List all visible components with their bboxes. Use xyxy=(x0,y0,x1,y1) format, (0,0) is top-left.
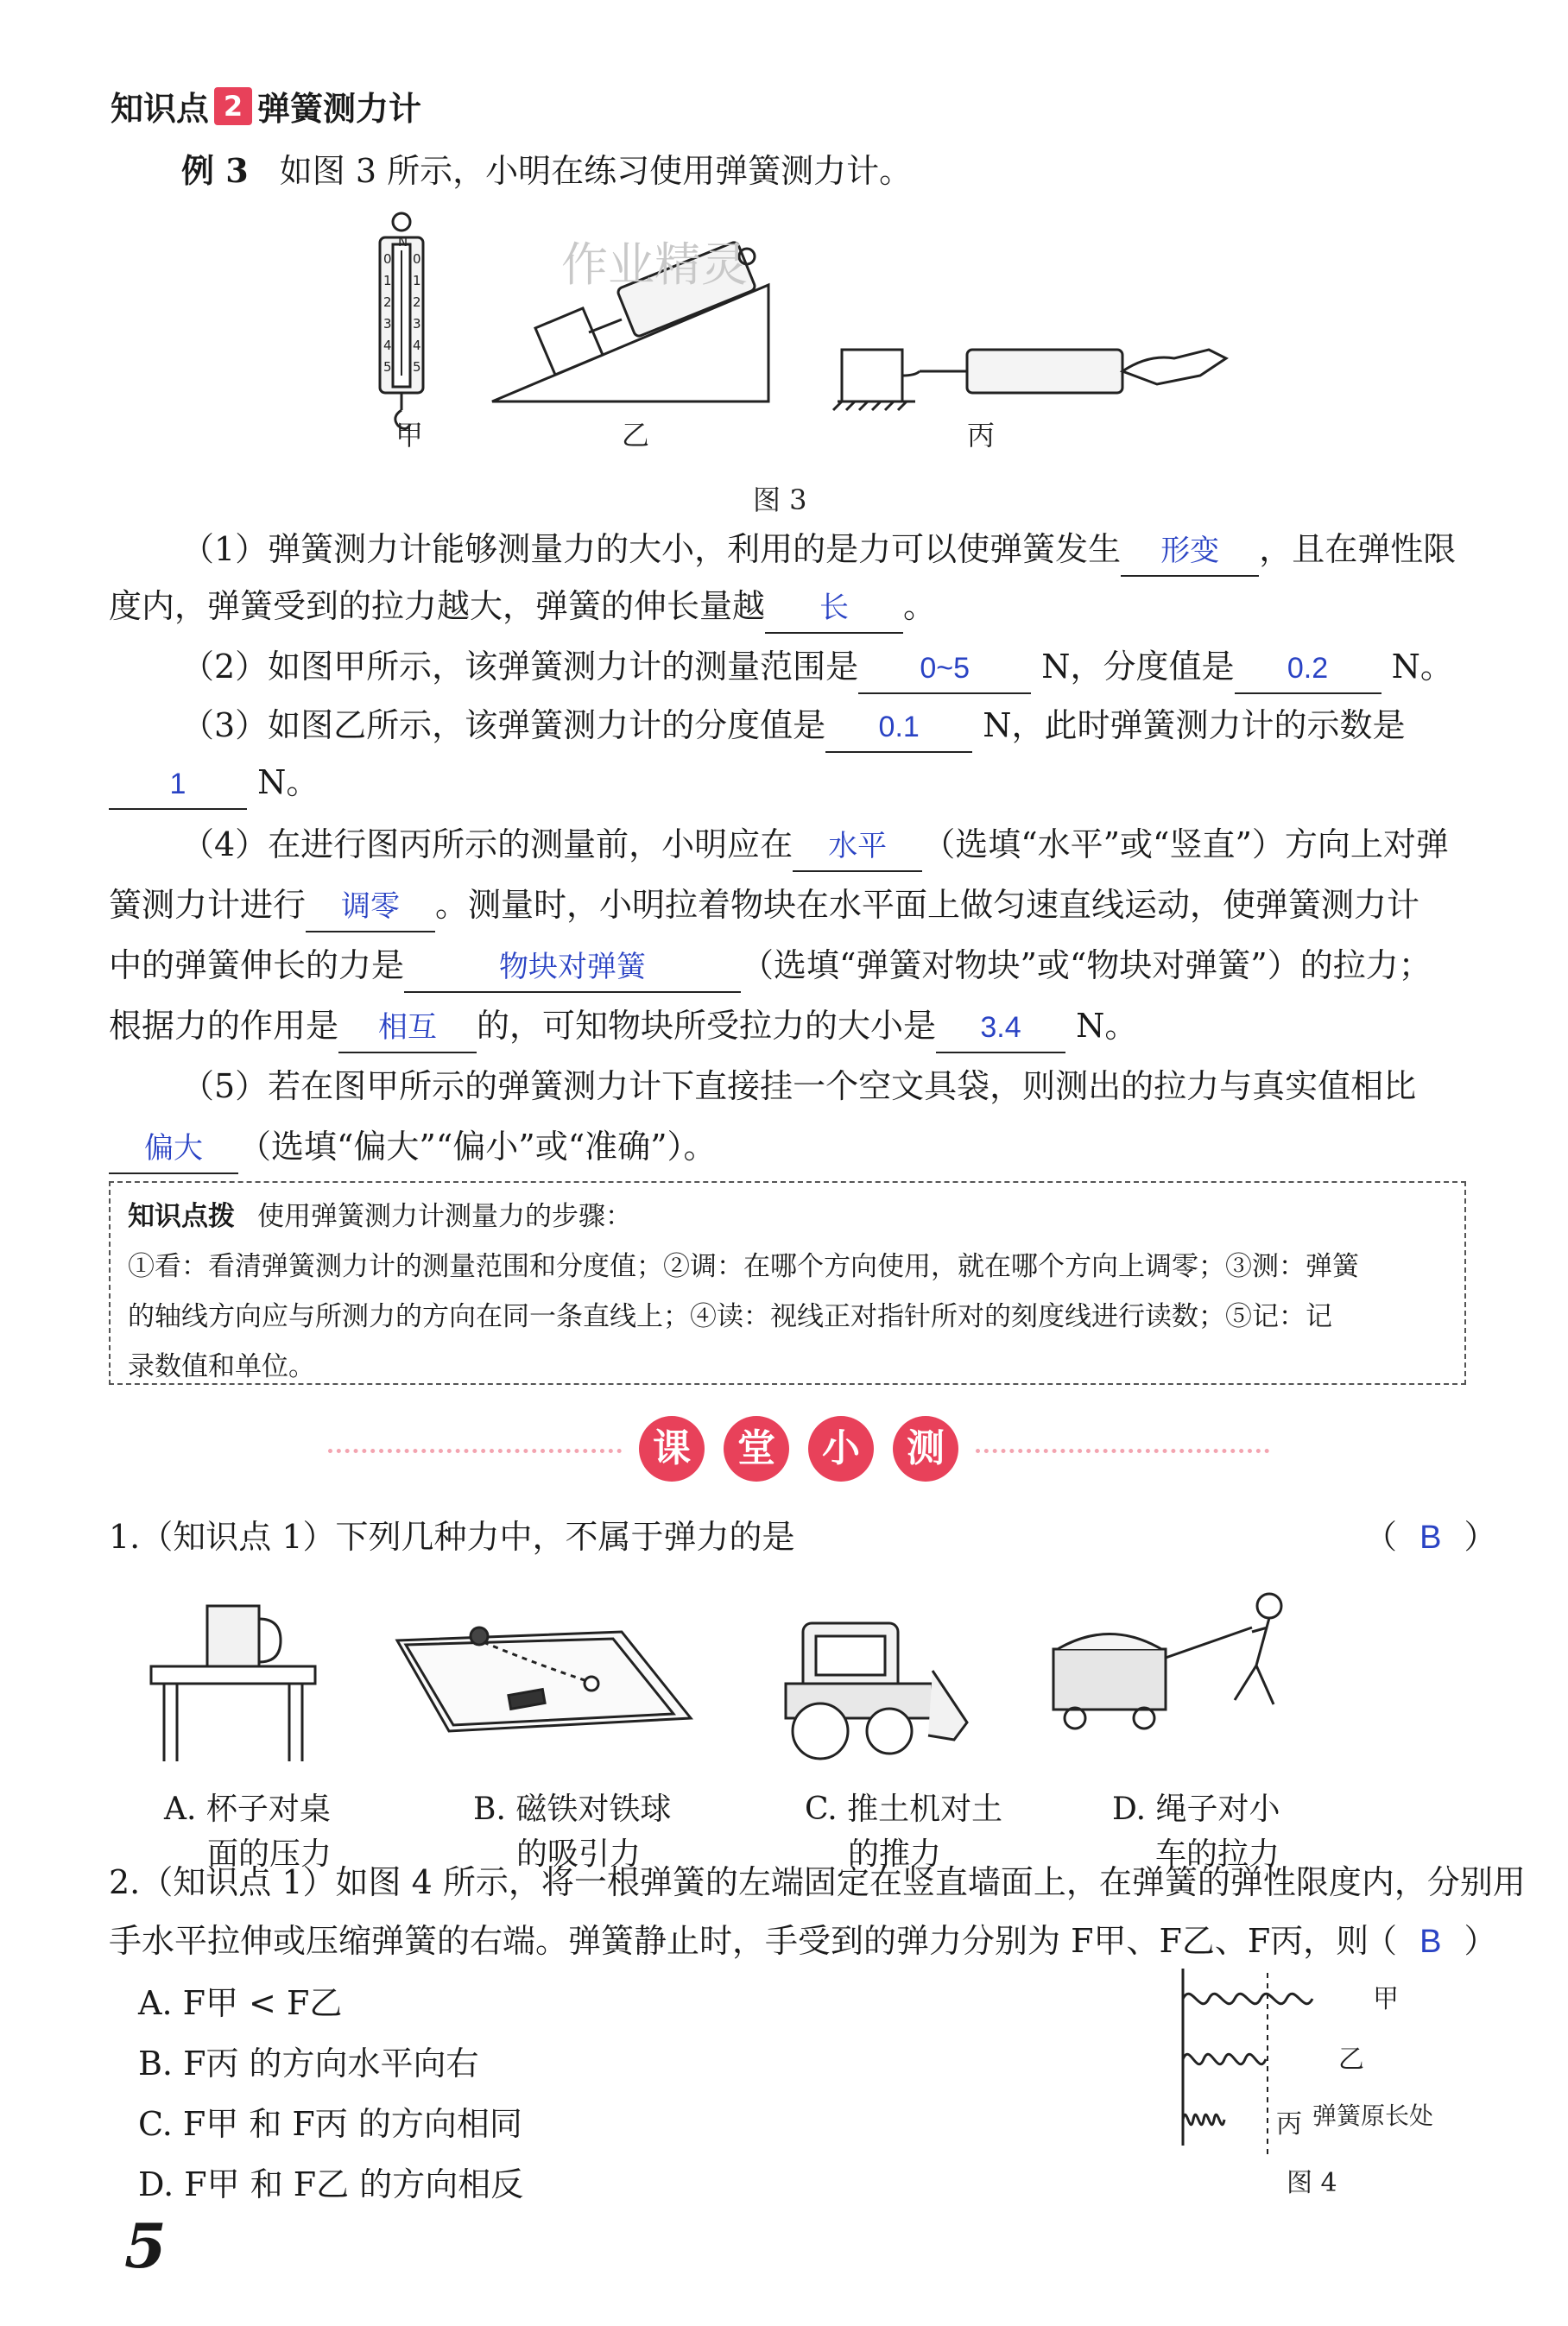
q4-line1: （4）在进行图丙所示的测量前，小明应在 水平 （选填“水平”或“竖直”）方向上对弹 xyxy=(181,819,1449,872)
svg-text:5: 5 xyxy=(383,359,392,375)
banner-char-4: 测 xyxy=(893,1416,958,1482)
test2-option-d: D. F甲 和 F乙 的方向相反 xyxy=(138,2165,524,2203)
tip-line-1: ①看：看清弹簧测力计的测量范围和分度值；②调：在哪个方向使用，就在哪个方向上调零；③测：弹簧 xyxy=(128,1251,1359,1282)
q3-line2: 1 N。 xyxy=(109,756,319,810)
unit-mark: N xyxy=(398,234,408,250)
svg-text:0: 0 xyxy=(383,251,392,267)
test2-answer-bracket: （ B ） xyxy=(1364,1922,1497,1960)
watermark: 作业精灵 xyxy=(561,237,748,292)
svg-text:5: 5 xyxy=(413,359,421,375)
svg-text:3: 3 xyxy=(383,316,392,332)
test2-answer: B xyxy=(1419,1924,1442,1960)
q4-answer-4: 相互 xyxy=(338,1010,477,1053)
banner-char-1: 课 xyxy=(639,1416,705,1482)
svg-text:1: 1 xyxy=(413,273,421,288)
banner-dots-right xyxy=(976,1449,1269,1457)
q4-line2: 簧测力计进行 调零 。测量时，小明拉着物块在水平面上做匀速直线运动，使弹簧测力计 xyxy=(109,879,1419,932)
svg-text:3: 3 xyxy=(413,316,421,332)
figure3-label-bing: 丙 xyxy=(967,419,996,452)
tip-line-2: 的轴线方向应与所测力的方向在同一条直线上；④读：视线正对指针所对的刻度线进行读数；⑤记：记 xyxy=(128,1301,1332,1332)
cart-pulling-figure xyxy=(1053,1594,1281,1729)
knowledge-tip-box xyxy=(109,1181,1466,1385)
test2-option-c: C. F甲 和 F丙 的方向相同 xyxy=(138,2105,522,2143)
banner-char-2: 堂 xyxy=(724,1416,789,1482)
page-number: 5 xyxy=(124,2210,167,2282)
test1-answer-bracket: （ B ） xyxy=(1364,1518,1497,1556)
section-heading xyxy=(111,82,421,130)
q3-answer-1: 0.1 xyxy=(825,710,972,753)
svg-text:4: 4 xyxy=(383,338,392,353)
q5-line1: （5）若在图甲所示的弹簧测力计下直接挂一个空文具袋，则测出的拉力与真实值相比 xyxy=(181,1067,1417,1105)
figure4-label-yi: 乙 xyxy=(1338,2045,1364,2075)
section-title: 弹簧测力计 xyxy=(257,90,422,128)
figure-3 xyxy=(363,203,1243,566)
figure3-caption: 图 3 xyxy=(753,484,807,516)
example-line xyxy=(181,145,912,197)
test1-option-a: A. 杯子对桌 面的压力 xyxy=(164,1792,332,1872)
quiz-banner xyxy=(0,1416,1568,1485)
q3-line1: （3）如图乙所示，该弹簧测力计的分度值是 0.1 N，此时弹簧测力计的示数是 xyxy=(181,699,1406,753)
q2-line: （2）如图甲所示，该弹簧测力计的测量范围是 0~5 N，分度值是 0.2 N。 xyxy=(181,641,1453,694)
q4-answer-2: 调零 xyxy=(306,889,435,932)
svg-text:4: 4 xyxy=(413,338,421,353)
tip-title: 知识点拨 xyxy=(128,1201,235,1232)
example-text: 如图 3 所示，小明在练习使用弹簧测力计。 xyxy=(279,152,913,190)
q3-answer-2: 1 xyxy=(109,767,247,810)
cup-on-table-figure xyxy=(151,1606,315,1761)
q4-line4: 根据力的作用是 相互 的，可知物块所受拉力的大小是 3.4 N。 xyxy=(109,1000,1137,1053)
tip-intro: 使用弹簧测力计测量力的步骤： xyxy=(257,1201,632,1232)
svg-text:1: 1 xyxy=(383,273,392,288)
q2-answer-2: 0.2 xyxy=(1235,651,1381,694)
q1-line1: （1）弹簧测力计能够测量力的大小，利用的是力可以使弹簧发生 形变 ，且在弹性限 xyxy=(181,523,1456,577)
magnet-ball-figure xyxy=(397,1628,691,1731)
figure4-label-jia: 甲 xyxy=(1373,1984,1399,2014)
q2-answer-1: 0~5 xyxy=(858,651,1031,694)
test1-option-b: B. 磁铁对铁球 的吸引力 xyxy=(473,1792,672,1872)
figure-4 xyxy=(1174,1960,1502,2202)
test1-figures xyxy=(130,1589,1476,1761)
example-label: 例 3 xyxy=(181,151,249,190)
test2-option-a: A. F甲 < F乙 xyxy=(138,1984,343,2022)
svg-text:2: 2 xyxy=(383,294,392,310)
test1-option-d: D. 绳子对小 车的拉力 xyxy=(1112,1792,1280,1872)
q1-answer-1: 形变 xyxy=(1121,534,1259,577)
figure3-label-yi: 乙 xyxy=(622,419,650,452)
figure4-caption: 图 4 xyxy=(1287,2168,1337,2198)
banner-char-3: 小 xyxy=(808,1416,874,1482)
horizontal-setup-bing xyxy=(833,350,1226,410)
section-number-badge: 2 xyxy=(214,87,252,125)
q1-line2: 度内，弹簧受到的拉力越大，弹簧的伸长量越 长 。 xyxy=(109,580,936,634)
q4-answer-3: 物块对弹簧 xyxy=(404,950,741,993)
q4-answer-5: 3.4 xyxy=(936,1010,1065,1053)
test1-stem: 1.（知识点 1）下列几种力中，不属于弹力的是 xyxy=(109,1518,795,1556)
figure4-note: 弹簧原长处 xyxy=(1312,2102,1434,2130)
test1-answer: B xyxy=(1419,1520,1442,1556)
q5-line2: 偏大 （选填“偏大”“偏小”或“准确”）。 xyxy=(109,1121,717,1174)
banner-dots-left xyxy=(328,1449,622,1457)
test1-option-c: C. 推土机对土 的推力 xyxy=(805,1792,1003,1872)
tip-line-3: 录数值和单位。 xyxy=(128,1351,315,1382)
q4-line3: 中的弹簧伸长的力是 物块对弹簧 （选填“弹簧对物块”或“物块对弹簧”）的拉力； xyxy=(109,939,1432,993)
svg-text:2: 2 xyxy=(413,294,421,310)
q5-answer: 偏大 xyxy=(109,1131,238,1174)
q4-answer-1: 水平 xyxy=(793,829,922,872)
test2-line2: 手水平拉伸或压缩弹簧的右端。弹簧静止时，手受到的弹力分别为 F甲、F乙、F丙，则 xyxy=(109,1922,1369,1960)
figure4-label-bing: 丙 xyxy=(1276,2109,1302,2140)
figure3-label-jia: 甲 xyxy=(395,419,424,452)
svg-text:0: 0 xyxy=(413,251,421,267)
bulldozer-figure xyxy=(786,1623,967,1759)
section-prefix: 知识点 xyxy=(111,90,210,128)
test2-line1: 2.（知识点 1）如图 4 所示，将一根弹簧的左端固定在竖直墙面上，在弹簧的弹性限度内，分别用 xyxy=(109,1863,1526,1901)
test2-option-b: B. F丙 的方向水平向右 xyxy=(138,2045,479,2083)
q1-answer-2: 长 xyxy=(765,591,903,634)
